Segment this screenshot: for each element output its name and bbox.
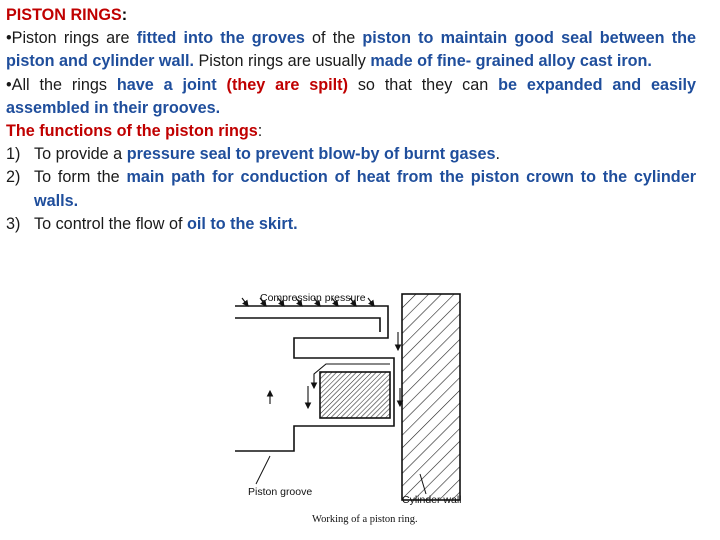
slide-title bbox=[6, 4, 696, 27]
p1-text-4: Piston rings are usually bbox=[194, 52, 371, 71]
title-text: PISTON RINGS bbox=[6, 6, 122, 24]
function-number: 2) bbox=[6, 168, 21, 187]
figure-caption: Working of a piston ring. bbox=[312, 514, 418, 525]
functions-heading bbox=[6, 120, 696, 143]
function-number: 3) bbox=[6, 214, 21, 233]
paragraph-joint bbox=[6, 74, 696, 120]
title-colon: : bbox=[121, 6, 128, 24]
p2-highlight-2: be expanded and easily assembled in their grooves. bbox=[6, 75, 697, 117]
function-number: 1) bbox=[6, 145, 21, 164]
p2-text-3: so that they can bbox=[347, 75, 499, 94]
functions-heading-colon: : bbox=[257, 122, 263, 141]
p1-highlight-1: fitted into the groves bbox=[136, 29, 305, 48]
function-2-highlight: main path for conduction of heat from the piston crown to the cylinder walls. bbox=[34, 168, 696, 210]
label-compression-pressure: Compression pressure bbox=[260, 292, 366, 304]
slide-content bbox=[6, 4, 696, 236]
function-text bbox=[34, 213, 696, 236]
p1-highlight-2: piston to maintain good seal between the piston and cylinder wall. bbox=[6, 29, 697, 71]
function-3-text-c: of bbox=[164, 214, 187, 233]
p1-bullet: •Piston rings are bbox=[6, 29, 137, 48]
paragraph-fitting bbox=[6, 27, 696, 73]
function-item-3 bbox=[6, 213, 696, 236]
function-item-1 bbox=[6, 143, 696, 166]
p2-highlight-red: (they are spilt) bbox=[216, 75, 348, 94]
function-1-highlight: pressure seal to prevent blow-by of burnt gases bbox=[126, 145, 496, 164]
p1-text-2: of the bbox=[304, 29, 363, 48]
label-cylinder-wall: Cylinder wall bbox=[402, 494, 462, 506]
function-1-text-a: To provide a bbox=[34, 145, 127, 164]
function-2-text-a: To form the bbox=[34, 168, 127, 187]
function-3-text-a: To control the bbox=[34, 214, 136, 233]
function-text bbox=[34, 143, 696, 166]
cylinder-wall bbox=[402, 294, 460, 500]
p2-highlight-1: have a joint bbox=[116, 75, 217, 94]
p2-bullet: •All the rings bbox=[6, 75, 117, 94]
function-item-2 bbox=[6, 166, 696, 212]
function-3-highlight: oil to the skirt. bbox=[186, 214, 298, 233]
function-3-text-b: flow bbox=[135, 214, 165, 233]
p1-highlight-3: made of fine- grained alloy cast iron. bbox=[370, 52, 652, 71]
label-piston-groove: Piston groove bbox=[248, 486, 313, 498]
piston-ring bbox=[320, 372, 390, 418]
function-text bbox=[34, 166, 696, 212]
piston-ring-figure bbox=[230, 276, 490, 530]
functions-heading-text: The functions of the piston rings bbox=[6, 122, 258, 141]
function-1-text-c: . bbox=[495, 145, 500, 164]
